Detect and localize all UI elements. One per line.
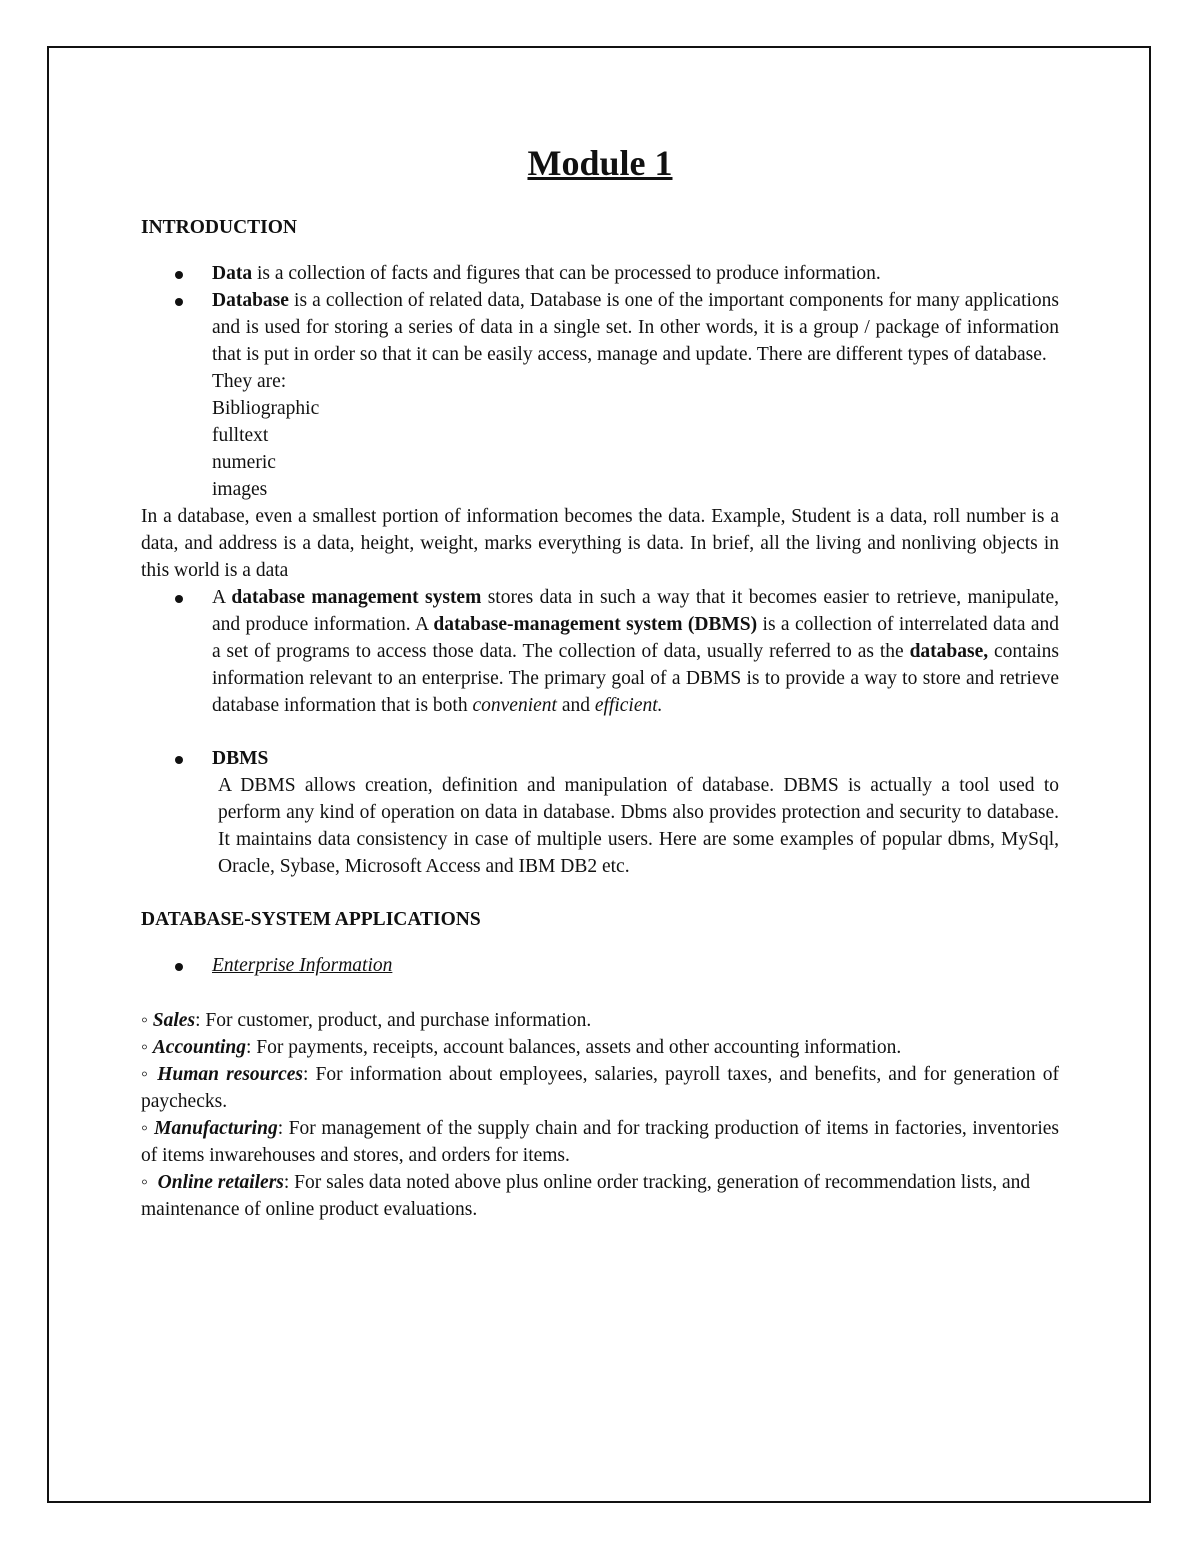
data-definition: is a collection of facts and figures that can be processed to produce information. bbox=[252, 263, 881, 284]
dbms-description: A DBMS allows creation, definition and manipulation of database. DBMS is actually a tool used to perform any kind of operation on data in database. Dbms also provides protection and security to database. It maintains data consistency in case of multiple users. Here are some examples of popular dbms, MySql, Oracle, Sybase, Microsoft Access and IBM DB2 etc. bbox=[218, 775, 1059, 877]
database-definition-block bbox=[212, 287, 1059, 368]
database-type-images: images bbox=[212, 479, 268, 500]
dbms-text-part: contains information relevant to an enterprise. The primary goal of a DBMS is to provide a way to store and retrieve database information that is both bbox=[212, 641, 1060, 716]
they-are-label: They are: bbox=[212, 371, 287, 392]
database-type-bibliographic: Bibliographic bbox=[212, 398, 320, 419]
term-dbms-heading: DBMS bbox=[212, 748, 269, 769]
intro-bullet-list bbox=[141, 260, 1059, 503]
application-label: Accounting bbox=[152, 1037, 246, 1058]
applications-list bbox=[141, 1007, 1059, 1223]
section-heading-applications: DATABASE-SYSTEM APPLICATIONS bbox=[141, 909, 481, 930]
dbms-text-part: and bbox=[556, 695, 595, 716]
item-marker: ◦ bbox=[141, 1118, 155, 1139]
database-definition: is a collection of related data, Database is one of the important components for many applications and is used for storing a series of data in a single set. In other words, it is a group / package of information that is put in order so that it can be easily access, manage and update. There are different types of database. bbox=[212, 290, 1059, 365]
item-marker: ◦ bbox=[141, 1010, 153, 1031]
data-example-paragraph: In a database, even a smallest portion of information becomes the data. Example, Student is a data, roll number is a data, and address is a data, height, weight, marks everything is data. In brief, all the living and nonliving objects in this world is a data bbox=[141, 506, 1059, 581]
applications-bullet-list bbox=[141, 952, 1059, 979]
application-label: Manufacturing bbox=[154, 1118, 278, 1139]
term-database-bold: database, bbox=[909, 641, 989, 662]
database-type-fulltext: fulltext bbox=[212, 425, 269, 446]
term-database-management-system: database management system bbox=[231, 587, 482, 608]
item-marker: ◦ bbox=[141, 1064, 158, 1085]
item-marker: ◦ bbox=[141, 1037, 153, 1058]
application-text: : For payments, receipts, account balances, assets and other accounting information. bbox=[245, 1037, 902, 1058]
term-convenient: convenient bbox=[472, 695, 557, 716]
application-label: Online retailers bbox=[157, 1172, 284, 1193]
list-item-enterprise-information bbox=[141, 952, 1059, 979]
application-text: : For information about employees, salaries, payroll taxes, and benefits, and for generation of paychecks. bbox=[141, 1064, 1059, 1112]
item-marker: ◦ bbox=[141, 1172, 158, 1193]
term-database: Database bbox=[212, 290, 289, 311]
database-type-numeric: numeric bbox=[212, 452, 276, 473]
dbms-text-part: stores data in such a way that it becomes easier to retrieve, manipulate, and produce information. A bbox=[212, 587, 1059, 635]
term-data: Data bbox=[212, 263, 253, 284]
dbms-text-part: is a collection of interrelated data and a set of programs to access those data. The collection of data, usually referred to as the bbox=[212, 614, 1060, 662]
section-heading-introduction: INTRODUCTION bbox=[141, 217, 298, 238]
application-item-manufacturing bbox=[141, 1115, 1059, 1169]
list-item-dbms bbox=[141, 745, 1059, 880]
application-item-sales bbox=[141, 1007, 1059, 1034]
enterprise-information-label: Enterprise Information bbox=[212, 955, 393, 976]
dbms-bullet-list bbox=[141, 584, 1059, 880]
application-text: : For customer, product, and purchase information. bbox=[195, 1010, 592, 1031]
page-title: Module 1 bbox=[527, 143, 673, 183]
term-dbms: database-management system (DBMS) bbox=[433, 614, 758, 635]
list-item-data bbox=[141, 260, 1059, 287]
dbms-text-part: A bbox=[212, 587, 232, 608]
list-item-database bbox=[141, 287, 1059, 503]
application-text: : For management of the supply chain and for tracking production of items in factories, inventories of items inwarehouses and stores, and orders for items. bbox=[141, 1118, 1059, 1166]
term-efficient: efficient. bbox=[594, 695, 663, 716]
application-label: Human resources bbox=[157, 1064, 303, 1085]
application-item-online-retailers bbox=[141, 1169, 1059, 1223]
application-text: : For sales data noted above plus online order tracking, generation of recommendation lists, and maintenance of online product evaluations. bbox=[141, 1172, 1031, 1220]
application-item-human-resources bbox=[141, 1061, 1059, 1115]
list-item-dbms-system bbox=[141, 584, 1059, 719]
document-body bbox=[141, 140, 1059, 1223]
application-item-accounting bbox=[141, 1034, 1059, 1061]
application-label: Sales bbox=[152, 1010, 196, 1031]
